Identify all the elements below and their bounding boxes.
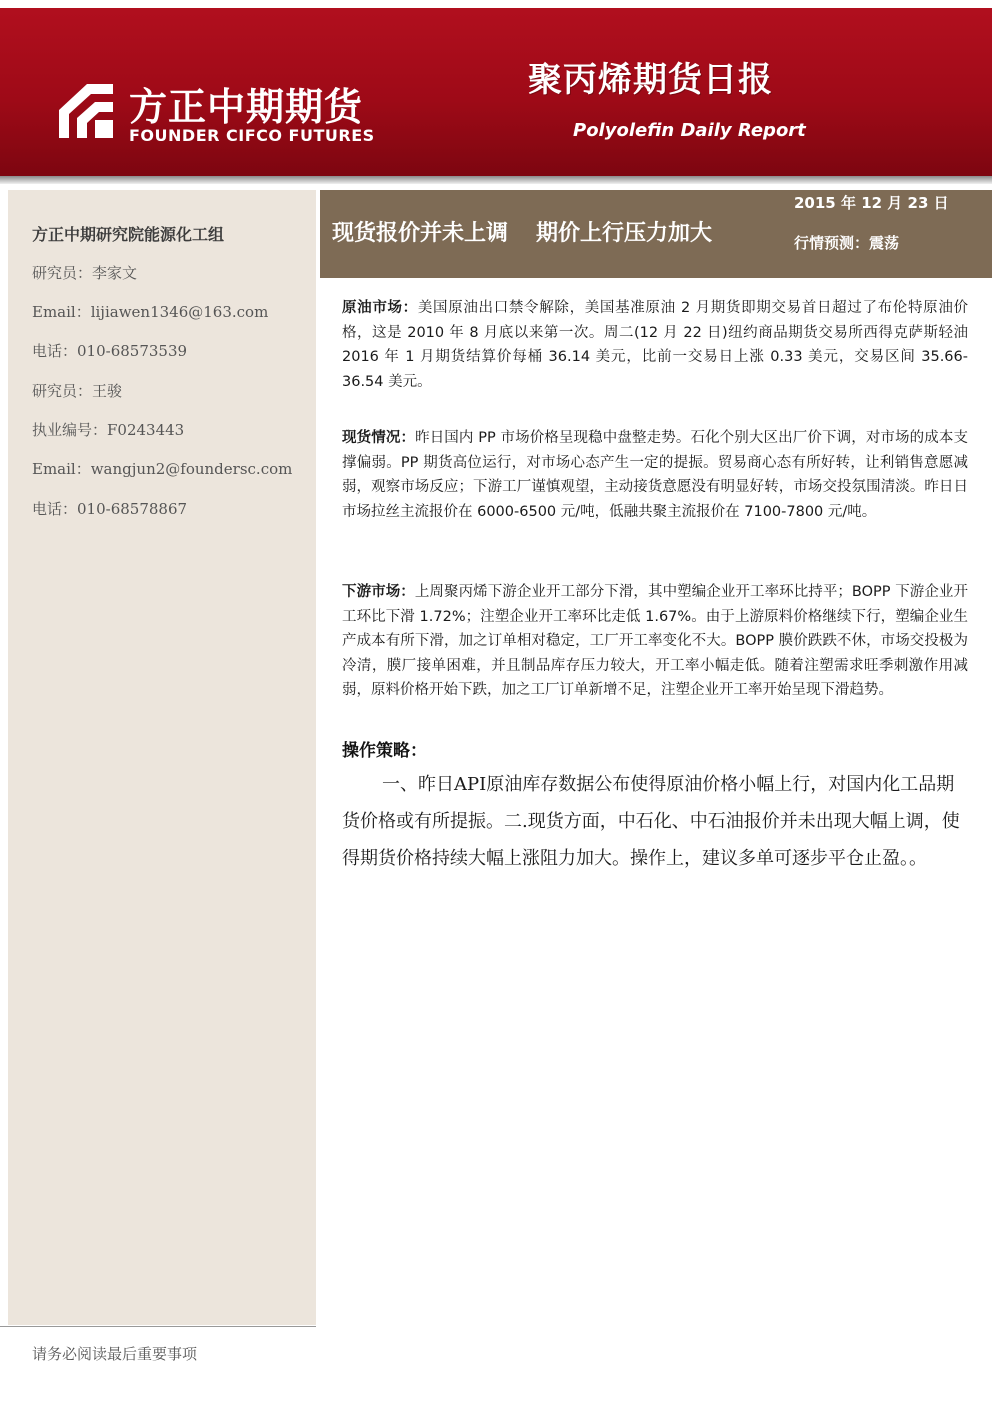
strategy-heading: 操作策略： xyxy=(342,741,427,761)
section-label: 现货情况： xyxy=(342,430,416,446)
sidebar-divider xyxy=(0,1326,316,1327)
crude-oil-section xyxy=(342,296,968,394)
header-shadow xyxy=(0,176,992,184)
report-title: 聚丙烯期货日报 xyxy=(528,60,773,100)
researcher-1-name: 研究员：李家文 xyxy=(32,264,138,282)
researcher-2-license: 执业编号：F0243443 xyxy=(32,421,185,439)
section-text: 昨日国内 PP 市场价格呈现稳中盘整走势。石化个别大区出厂价下调，对市场的成本支撑偏弱。PP 期货高位运行，对市场心态产生一定的提振。贸易商心态有所好转，让利销售意愿减弱，观察市场反应；下游工厂谨慎观望，主动接货意愿没有明显好转，市场交投氛围清淡。昨日日市场拉丝主流报价在 6000-6500 元/吨，低融共聚主流报价在 7100-7800 元/吨。 xyxy=(342,430,969,520)
section-label: 原油市场： xyxy=(342,300,418,316)
company-name-cn: 方正中期期货 xyxy=(129,85,364,129)
section-text: 美国原油出口禁令解除，美国基准原油 2 月期货即期交易首日超过了布伦特原油价格，这是 2010 年 8 月底以来第一次。周二(12 月 22 日)纽约商品期货交易所西得克萨斯轻油 2016 年 1 月期货结算价每桶 36.14 美元，比前一交易日上涨 0.33 美元，交易区间 35.66-36.54 美元。 xyxy=(342,300,968,390)
headline-part-2: 期价上行压力加大 xyxy=(536,221,713,246)
company-name-en: FOUNDER CIFCO FUTURES xyxy=(129,126,375,145)
headline xyxy=(332,216,712,247)
strategy-text: 一、昨日API原油库存数据公布使得原油价格小幅上行，对国内化工品期货价格或有所提振。二.现货方面，中石化、中石油报价并未出现大幅上调，使得期货价格持续大幅上涨阻力加大。操作上，建议多单可逐步平仓止盈。。 xyxy=(342,774,960,869)
researcher-2-email[interactable]: Email：wangjun2@foundersc.com xyxy=(32,460,293,478)
downstream-section xyxy=(342,580,968,703)
headline-part-1: 现货报价并未上调 xyxy=(332,221,509,246)
researcher-1-email[interactable]: Email：lijiawen1346@163.com xyxy=(32,303,269,321)
report-subtitle: Polyolefin Daily Report xyxy=(573,120,806,141)
researcher-1-phone: 电话：010-68573539 xyxy=(32,342,188,360)
researcher-2-name: 研究员：王骏 xyxy=(32,382,123,400)
spot-section xyxy=(342,426,968,524)
market-forecast: 行情预测：震荡 xyxy=(794,234,900,252)
section-label: 下游市场： xyxy=(342,584,415,600)
section-text: 上周聚丙烯下游企业开工部分下滑，其中塑编企业开工率环比持平；BOPP 下游企业开工环比下滑 1.72%；注塑企业开工率环比走低 1.67%。由于上游原料价格继续下行，塑编企业生产成本有所下滑，加之订单相对稳定，工厂开工率变化不大。BOPP 膜价跌跌不休，市场交投极为冷清，膜厂接单困难，并且制品库存压力较大，开工率小幅走低。随着注塑需求旺季刺激作用减弱，原料价格开始下跌，加之工厂订单新增不足，注塑企业开工率开始呈现下滑趋势。 xyxy=(342,584,968,698)
researcher-2-phone: 电话：010-68578867 xyxy=(32,500,188,518)
research-group-title: 方正中期研究院能源化工组 xyxy=(32,225,225,244)
disclaimer-note: 请务必阅读最后重要事项 xyxy=(32,1345,198,1363)
report-date: 2015 年 12 月 23 日 xyxy=(794,194,949,212)
company-logo xyxy=(55,80,385,150)
founder-logo-icon xyxy=(55,80,117,142)
